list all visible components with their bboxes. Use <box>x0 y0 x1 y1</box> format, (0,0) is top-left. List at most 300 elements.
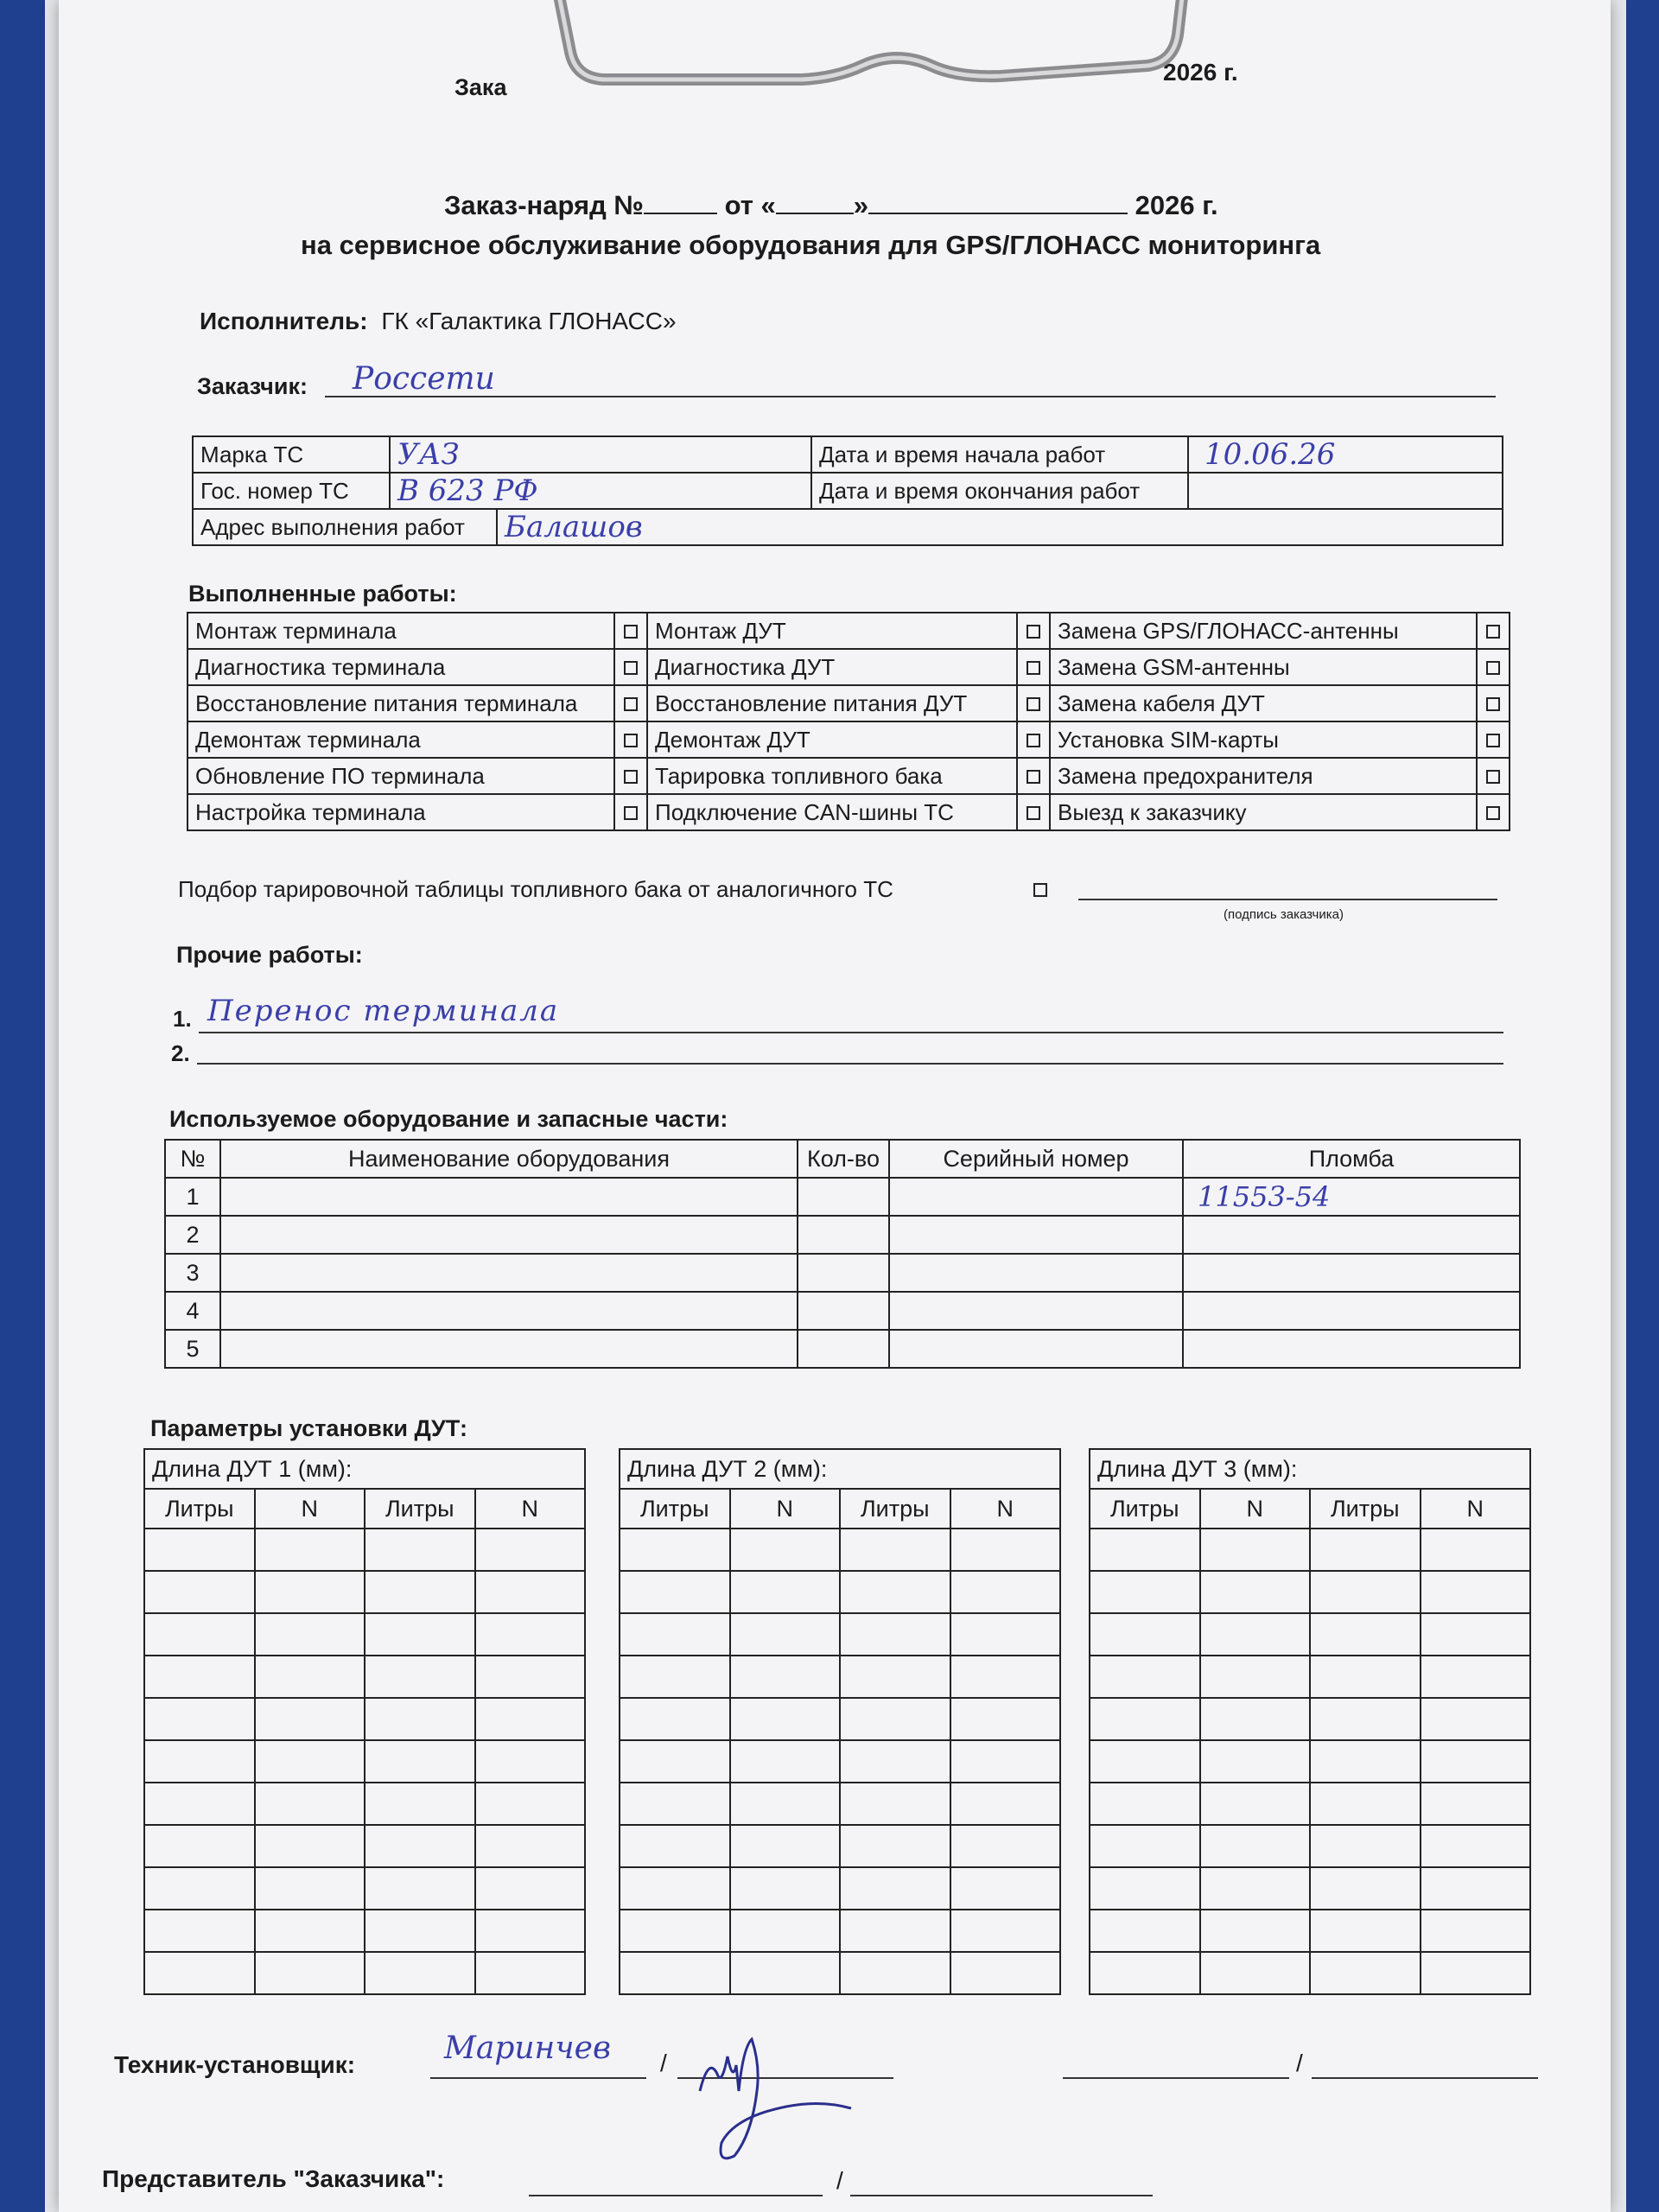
work-checkbox-cell <box>614 649 647 685</box>
dut-col-header: N <box>950 1489 1061 1529</box>
dut-cell[interactable] <box>255 1783 365 1825</box>
dut-cell[interactable] <box>730 1867 841 1910</box>
end-label: Дата и время окончания работ <box>811 473 1188 509</box>
work-label: Обновление ПО терминала <box>188 758 614 794</box>
dut-cell[interactable] <box>365 1571 475 1613</box>
dut-cell[interactable] <box>620 1656 730 1698</box>
dut-cell[interactable] <box>144 1867 255 1910</box>
order-date-label: от « <box>724 190 776 220</box>
equipment-qty[interactable] <box>798 1330 889 1368</box>
dut-cell[interactable] <box>475 1571 586 1613</box>
work-checkbox-cell <box>614 613 647 649</box>
equipment-row <box>165 1254 1520 1292</box>
work-checkbox[interactable] <box>624 770 638 784</box>
dut-row <box>144 1613 585 1656</box>
dut-cell[interactable] <box>475 1910 586 1952</box>
dut-row <box>620 1910 1060 1952</box>
dut-cell[interactable] <box>1090 1656 1200 1698</box>
work-checkbox-cell <box>1477 794 1510 830</box>
customer-rep-line-1 <box>529 2195 823 2196</box>
work-checkbox-cell <box>614 758 647 794</box>
work-checkbox[interactable] <box>1486 734 1500 747</box>
dut-cell[interactable] <box>144 1952 255 1994</box>
dut-cell[interactable] <box>1421 1910 1531 1952</box>
equipment-name[interactable] <box>220 1216 798 1254</box>
work-label: Монтаж ДУТ <box>647 613 1017 649</box>
customer-value[interactable]: Россети <box>353 361 495 397</box>
equipment-seal[interactable] <box>1183 1254 1520 1292</box>
dut-cell[interactable] <box>620 1825 730 1867</box>
equipment-table <box>164 1139 1521 1369</box>
dut-row <box>1090 1529 1530 1571</box>
plate-value[interactable]: В 623 РФ <box>390 473 811 509</box>
dut-row <box>1090 1740 1530 1783</box>
order-year: 2026 г. <box>1135 190 1218 220</box>
equipment-name[interactable] <box>220 1254 798 1292</box>
dut-row <box>620 1952 1060 1994</box>
row-number: 1 <box>165 1178 220 1216</box>
end-value[interactable] <box>1188 473 1503 509</box>
extra-line-1 <box>1063 2077 1289 2079</box>
technician-name-line <box>430 2077 646 2079</box>
dut-row <box>1090 1571 1530 1613</box>
dut-row <box>1090 1825 1530 1867</box>
dut-cell[interactable] <box>620 1867 730 1910</box>
col-qty: Кол-во <box>798 1140 889 1178</box>
work-checkbox[interactable] <box>624 734 638 747</box>
dut-cell[interactable] <box>1310 1656 1421 1698</box>
dut-cell[interactable] <box>365 1825 475 1867</box>
dut-cell[interactable] <box>1310 1740 1421 1783</box>
work-checkbox[interactable] <box>1027 806 1040 820</box>
dut-table-title: Длина ДУТ 1 (мм): <box>144 1449 585 1489</box>
work-checkbox[interactable] <box>1027 625 1040 639</box>
equipment-qty[interactable] <box>798 1292 889 1330</box>
work-checkbox-cell <box>614 794 647 830</box>
dut-cell[interactable] <box>144 1571 255 1613</box>
start-value[interactable]: 10.06.26 <box>1188 436 1503 473</box>
dut-cell[interactable] <box>475 1656 586 1698</box>
dut-col-header: Литры <box>144 1489 255 1529</box>
dut-cell[interactable] <box>144 1698 255 1740</box>
dut-cell[interactable] <box>144 1529 255 1571</box>
dut-row <box>1090 1867 1530 1910</box>
dut-cell[interactable] <box>475 1825 586 1867</box>
slash-1: / <box>660 2050 667 2076</box>
dut-cell[interactable] <box>1200 1656 1311 1698</box>
equipment-row <box>165 1330 1520 1368</box>
dut-row <box>620 1867 1060 1910</box>
dut-cell[interactable] <box>840 1867 950 1910</box>
dut-cell[interactable] <box>144 1910 255 1952</box>
dut-cell[interactable] <box>620 1783 730 1825</box>
dut-cell[interactable] <box>840 1698 950 1740</box>
dut-cell[interactable] <box>255 1698 365 1740</box>
dut-col-header: Литры <box>1310 1489 1421 1529</box>
dut-cell[interactable] <box>475 1698 586 1740</box>
works-row <box>188 721 1510 758</box>
dut-cell[interactable] <box>475 1529 586 1571</box>
dut-row <box>144 1698 585 1740</box>
dut-cell[interactable] <box>950 1529 1061 1571</box>
work-checkbox-cell <box>614 721 647 758</box>
works-row <box>188 794 1510 830</box>
work-checkbox-cell <box>1477 685 1510 721</box>
work-label: Монтаж терминала <box>188 613 614 649</box>
dut-row <box>144 1952 585 1994</box>
technician-name[interactable]: Маринчев <box>444 2031 611 2066</box>
dut-cell[interactable] <box>620 1613 730 1656</box>
dut-cell[interactable] <box>1421 1698 1531 1740</box>
equipment-qty[interactable] <box>798 1178 889 1216</box>
row-number: 3 <box>165 1254 220 1292</box>
work-checkbox[interactable] <box>1486 625 1500 639</box>
dut-cell[interactable] <box>365 1613 475 1656</box>
dut-cell[interactable] <box>365 1529 475 1571</box>
dut-cell[interactable] <box>1200 1783 1311 1825</box>
dut-row <box>620 1656 1060 1698</box>
other-work-1-line <box>199 1032 1503 1033</box>
work-checkbox[interactable] <box>1027 770 1040 784</box>
work-checkbox[interactable] <box>624 625 638 639</box>
dut-cell[interactable] <box>950 1952 1061 1994</box>
dut-cell[interactable] <box>1421 1656 1531 1698</box>
other-work-1-text[interactable]: Перенос терминала <box>207 994 560 1028</box>
dut-cell[interactable] <box>840 1656 950 1698</box>
dut-col-header: Литры <box>1090 1489 1200 1529</box>
dut-table-2 <box>619 1448 1061 1995</box>
customer-line <box>325 396 1496 397</box>
dut-row <box>144 1740 585 1783</box>
dut-cell[interactable] <box>950 1783 1061 1825</box>
dut-cell[interactable] <box>1421 1529 1531 1571</box>
equipment-qty[interactable] <box>798 1216 889 1254</box>
dut-cell[interactable] <box>1090 1867 1200 1910</box>
dut-cell[interactable] <box>365 1698 475 1740</box>
work-label: Диагностика ДУТ <box>647 649 1017 685</box>
dut-cell[interactable] <box>1090 1910 1200 1952</box>
equipment-seal[interactable]: 11553-54 <box>1183 1178 1520 1216</box>
dut-cell[interactable] <box>1310 1571 1421 1613</box>
dut-cell[interactable] <box>730 1952 841 1994</box>
dut-cell[interactable] <box>1200 1825 1311 1867</box>
work-checkbox[interactable] <box>1486 770 1500 784</box>
equipment-seal[interactable] <box>1183 1216 1520 1254</box>
dut-cell[interactable] <box>1090 1952 1200 1994</box>
customer-rep-line-2 <box>850 2195 1153 2196</box>
dut-cell[interactable] <box>1090 1825 1200 1867</box>
equipment-name[interactable] <box>220 1178 798 1216</box>
dut-cell[interactable] <box>365 1910 475 1952</box>
work-checkbox-cell <box>1477 649 1510 685</box>
work-checkbox[interactable] <box>1027 661 1040 675</box>
equipment-row <box>165 1292 1520 1330</box>
brand-label: Марка ТС <box>193 436 390 473</box>
dut-cell[interactable] <box>475 1613 586 1656</box>
dut-cell[interactable] <box>1421 1952 1531 1994</box>
address-label: Адрес выполнения работ <box>193 509 497 545</box>
dut-cell[interactable] <box>365 1740 475 1783</box>
dut-cell[interactable] <box>1090 1740 1200 1783</box>
dut-cell[interactable] <box>730 1783 841 1825</box>
works-row <box>188 685 1510 721</box>
work-label: Диагностика терминала <box>188 649 614 685</box>
row-number: 5 <box>165 1330 220 1368</box>
dut-cell[interactable] <box>144 1656 255 1698</box>
dut-cell[interactable] <box>144 1783 255 1825</box>
dut-cell[interactable] <box>1421 1825 1531 1867</box>
work-checkbox[interactable] <box>1486 806 1500 820</box>
dut-cell[interactable] <box>950 1867 1061 1910</box>
dut-cell[interactable] <box>730 1740 841 1783</box>
work-checkbox[interactable] <box>1027 697 1040 711</box>
dut-row <box>1090 1613 1530 1656</box>
dut-cell[interactable] <box>1200 1571 1311 1613</box>
dut-cell[interactable] <box>1310 1529 1421 1571</box>
dut-col-header: N <box>1200 1489 1311 1529</box>
top-partial-year: 2026 г. <box>1163 59 1238 86</box>
equipment-name[interactable] <box>220 1292 798 1330</box>
works-row <box>188 758 1510 794</box>
dut-cell[interactable] <box>1421 1783 1531 1825</box>
dut-cell[interactable] <box>950 1698 1061 1740</box>
equipment-seal[interactable] <box>1183 1330 1520 1368</box>
dut-cell[interactable] <box>255 1825 365 1867</box>
work-label: Замена кабеля ДУТ <box>1050 685 1477 721</box>
dut-cell[interactable] <box>1090 1783 1200 1825</box>
equipment-serial[interactable] <box>889 1292 1183 1330</box>
dut-cell[interactable] <box>365 1867 475 1910</box>
dut-cell[interactable] <box>475 1740 586 1783</box>
dut-row <box>144 1783 585 1825</box>
work-checkbox[interactable] <box>624 697 638 711</box>
other-work-2-num: 2. <box>171 1040 190 1066</box>
executor-row <box>200 308 677 335</box>
dut-cell[interactable] <box>950 1571 1061 1613</box>
work-label: Тарировка топливного бака <box>647 758 1017 794</box>
dut-cell[interactable] <box>255 1656 365 1698</box>
dut-cell[interactable] <box>255 1740 365 1783</box>
equipment-serial[interactable] <box>889 1216 1183 1254</box>
customer-signature-caption: (подпись заказчика) <box>1224 907 1344 922</box>
plate-label: Гос. номер ТС <box>193 473 390 509</box>
dut-row <box>1090 1698 1530 1740</box>
col-serial: Серийный номер <box>889 1140 1183 1178</box>
dut-row <box>144 1571 585 1613</box>
executor-label: Исполнитель: <box>200 308 368 334</box>
dut-cell[interactable] <box>1090 1613 1200 1656</box>
work-checkbox[interactable] <box>1486 661 1500 675</box>
dut-cell[interactable] <box>840 1783 950 1825</box>
other-work-2-line <box>197 1063 1503 1065</box>
dut-cell[interactable] <box>620 1698 730 1740</box>
dut-cell[interactable] <box>475 1952 586 1994</box>
dut-row <box>144 1529 585 1571</box>
dut-cell[interactable] <box>730 1910 841 1952</box>
dut-row <box>1090 1656 1530 1698</box>
brand-value[interactable]: УАЗ <box>390 436 811 473</box>
works-row <box>188 613 1510 649</box>
dut-cell[interactable] <box>255 1867 365 1910</box>
dut-row <box>620 1529 1060 1571</box>
vehicle-table <box>192 435 1503 546</box>
dut-cell[interactable] <box>144 1740 255 1783</box>
equipment-name[interactable] <box>220 1330 798 1368</box>
work-label: Демонтаж ДУТ <box>647 721 1017 758</box>
dut-cell[interactable] <box>730 1613 841 1656</box>
work-label: Установка SIM-карты <box>1050 721 1477 758</box>
dut-cell[interactable] <box>840 1529 950 1571</box>
equipment-serial[interactable] <box>889 1254 1183 1292</box>
dut-cell[interactable] <box>1200 1529 1311 1571</box>
dut-cell[interactable] <box>144 1613 255 1656</box>
work-label: Демонтаж терминала <box>188 721 614 758</box>
work-label: Настройка терминала <box>188 794 614 830</box>
address-value[interactable]: Балашов <box>497 509 1503 545</box>
dut-cell[interactable] <box>1200 1867 1311 1910</box>
dut-cell[interactable] <box>144 1825 255 1867</box>
top-partial-title: Зака <box>454 74 507 100</box>
dut-row <box>620 1571 1060 1613</box>
work-checkbox-cell <box>614 685 647 721</box>
other-works-title: Прочие работы: <box>176 942 363 968</box>
dut-cell[interactable] <box>840 1571 950 1613</box>
dut-cell[interactable] <box>730 1529 841 1571</box>
dut-cell[interactable] <box>365 1656 475 1698</box>
dut-title: Параметры установки ДУТ: <box>150 1415 467 1441</box>
customer-rep-label: Представитель "Заказчика": <box>102 2165 445 2192</box>
dut-cell[interactable] <box>620 1740 730 1783</box>
col-name: Наименование оборудования <box>220 1140 798 1178</box>
dut-cell[interactable] <box>1090 1529 1200 1571</box>
dut-cell[interactable] <box>840 1910 950 1952</box>
work-label: Подключение CAN-шины ТС <box>647 794 1017 830</box>
equipment-serial[interactable] <box>889 1178 1183 1216</box>
dut-col-header: Литры <box>620 1489 730 1529</box>
order-title-line: Заказ-наряд № от « » 2026 г. <box>444 190 1218 220</box>
dut-cell[interactable] <box>1200 1698 1311 1740</box>
dut-cell[interactable] <box>1310 1783 1421 1825</box>
dut-table-3 <box>1089 1448 1531 1995</box>
dut-cell[interactable] <box>1421 1740 1531 1783</box>
dut-cell[interactable] <box>1200 1613 1311 1656</box>
work-checkbox-cell <box>1477 721 1510 758</box>
dut-cell[interactable] <box>255 1910 365 1952</box>
dut-cell[interactable] <box>840 1740 950 1783</box>
dut-col-header: N <box>1421 1489 1531 1529</box>
dut-cell[interactable] <box>730 1698 841 1740</box>
work-label: Восстановление питания ДУТ <box>647 685 1017 721</box>
row-number: 2 <box>165 1216 220 1254</box>
dut-cell[interactable] <box>1090 1698 1200 1740</box>
dut-row <box>620 1825 1060 1867</box>
dut-row <box>144 1910 585 1952</box>
dut-cell[interactable] <box>620 1529 730 1571</box>
dut-cell[interactable] <box>475 1783 586 1825</box>
dut-cell[interactable] <box>1090 1571 1200 1613</box>
col-seal: Пломба <box>1183 1140 1520 1178</box>
dut-row <box>1090 1910 1530 1952</box>
dut-cell[interactable] <box>1421 1613 1531 1656</box>
col-number: № <box>165 1140 220 1178</box>
customer-signature-line <box>1078 899 1497 900</box>
dut-cell[interactable] <box>365 1783 475 1825</box>
work-checkbox-cell <box>1017 794 1050 830</box>
dut-col-header: N <box>730 1489 841 1529</box>
order-number-label: Заказ-наряд № <box>444 190 644 220</box>
dut-cell[interactable] <box>1200 1952 1311 1994</box>
dut-cell[interactable] <box>255 1952 365 1994</box>
extra-line-2 <box>1312 2077 1538 2079</box>
dut-cell[interactable] <box>950 1613 1061 1656</box>
dut-cell[interactable] <box>475 1867 586 1910</box>
dut-cell[interactable] <box>950 1656 1061 1698</box>
dut-table-1 <box>143 1448 586 1995</box>
equipment-row <box>165 1216 1520 1254</box>
dut-cell[interactable] <box>730 1571 841 1613</box>
slash-3: / <box>836 2167 843 2194</box>
dut-cell[interactable] <box>1310 1613 1421 1656</box>
equipment-serial[interactable] <box>889 1330 1183 1368</box>
dut-cell[interactable] <box>1421 1571 1531 1613</box>
dut-cell[interactable] <box>730 1656 841 1698</box>
work-checkbox[interactable] <box>1027 734 1040 747</box>
dut-cell[interactable] <box>620 1910 730 1952</box>
work-checkbox[interactable] <box>624 661 638 675</box>
dut-cell[interactable] <box>365 1952 475 1994</box>
dut-cell[interactable] <box>1310 1867 1421 1910</box>
work-checkbox[interactable] <box>624 806 638 820</box>
dut-cell[interactable] <box>1310 1910 1421 1952</box>
executor-value: ГК «Галактика ГЛОНАСС» <box>381 308 677 334</box>
dut-cell[interactable] <box>1310 1952 1421 1994</box>
dut-cell[interactable] <box>950 1910 1061 1952</box>
work-checkbox-cell <box>1477 613 1510 649</box>
dut-col-header: N <box>255 1489 365 1529</box>
work-label: Выезд к заказчику <box>1050 794 1477 830</box>
dut-cell[interactable] <box>840 1613 950 1656</box>
dut-cell[interactable] <box>1200 1910 1311 1952</box>
calibration-checkbox[interactable] <box>1033 883 1047 897</box>
works-table <box>187 612 1510 831</box>
dut-cell[interactable] <box>255 1613 365 1656</box>
dut-cell[interactable] <box>950 1740 1061 1783</box>
dut-cell[interactable] <box>255 1529 365 1571</box>
work-label: Восстановление питания терминала <box>188 685 614 721</box>
work-checkbox[interactable] <box>1486 697 1500 711</box>
start-label: Дата и время начала работ <box>811 436 1188 473</box>
dut-cell[interactable] <box>620 1571 730 1613</box>
work-checkbox-cell <box>1477 758 1510 794</box>
dut-cell[interactable] <box>255 1571 365 1613</box>
dut-cell[interactable] <box>1310 1698 1421 1740</box>
work-order-page <box>59 0 1611 2212</box>
work-label: Замена GPS/ГЛОНАСС-антенны <box>1050 613 1477 649</box>
equipment-seal[interactable] <box>1183 1292 1520 1330</box>
dut-cell[interactable] <box>950 1825 1061 1867</box>
dut-cell[interactable] <box>730 1825 841 1867</box>
dut-col-header: N <box>475 1489 586 1529</box>
dut-cell[interactable] <box>1310 1825 1421 1867</box>
equipment-qty[interactable] <box>798 1254 889 1292</box>
dut-cell[interactable] <box>1200 1740 1311 1783</box>
dut-cell[interactable] <box>1421 1867 1531 1910</box>
dut-cell[interactable] <box>840 1825 950 1867</box>
slash-2: / <box>1296 2050 1303 2076</box>
dut-cell[interactable] <box>620 1952 730 1994</box>
dut-col-header: Литры <box>840 1489 950 1529</box>
dut-cell[interactable] <box>840 1952 950 1994</box>
